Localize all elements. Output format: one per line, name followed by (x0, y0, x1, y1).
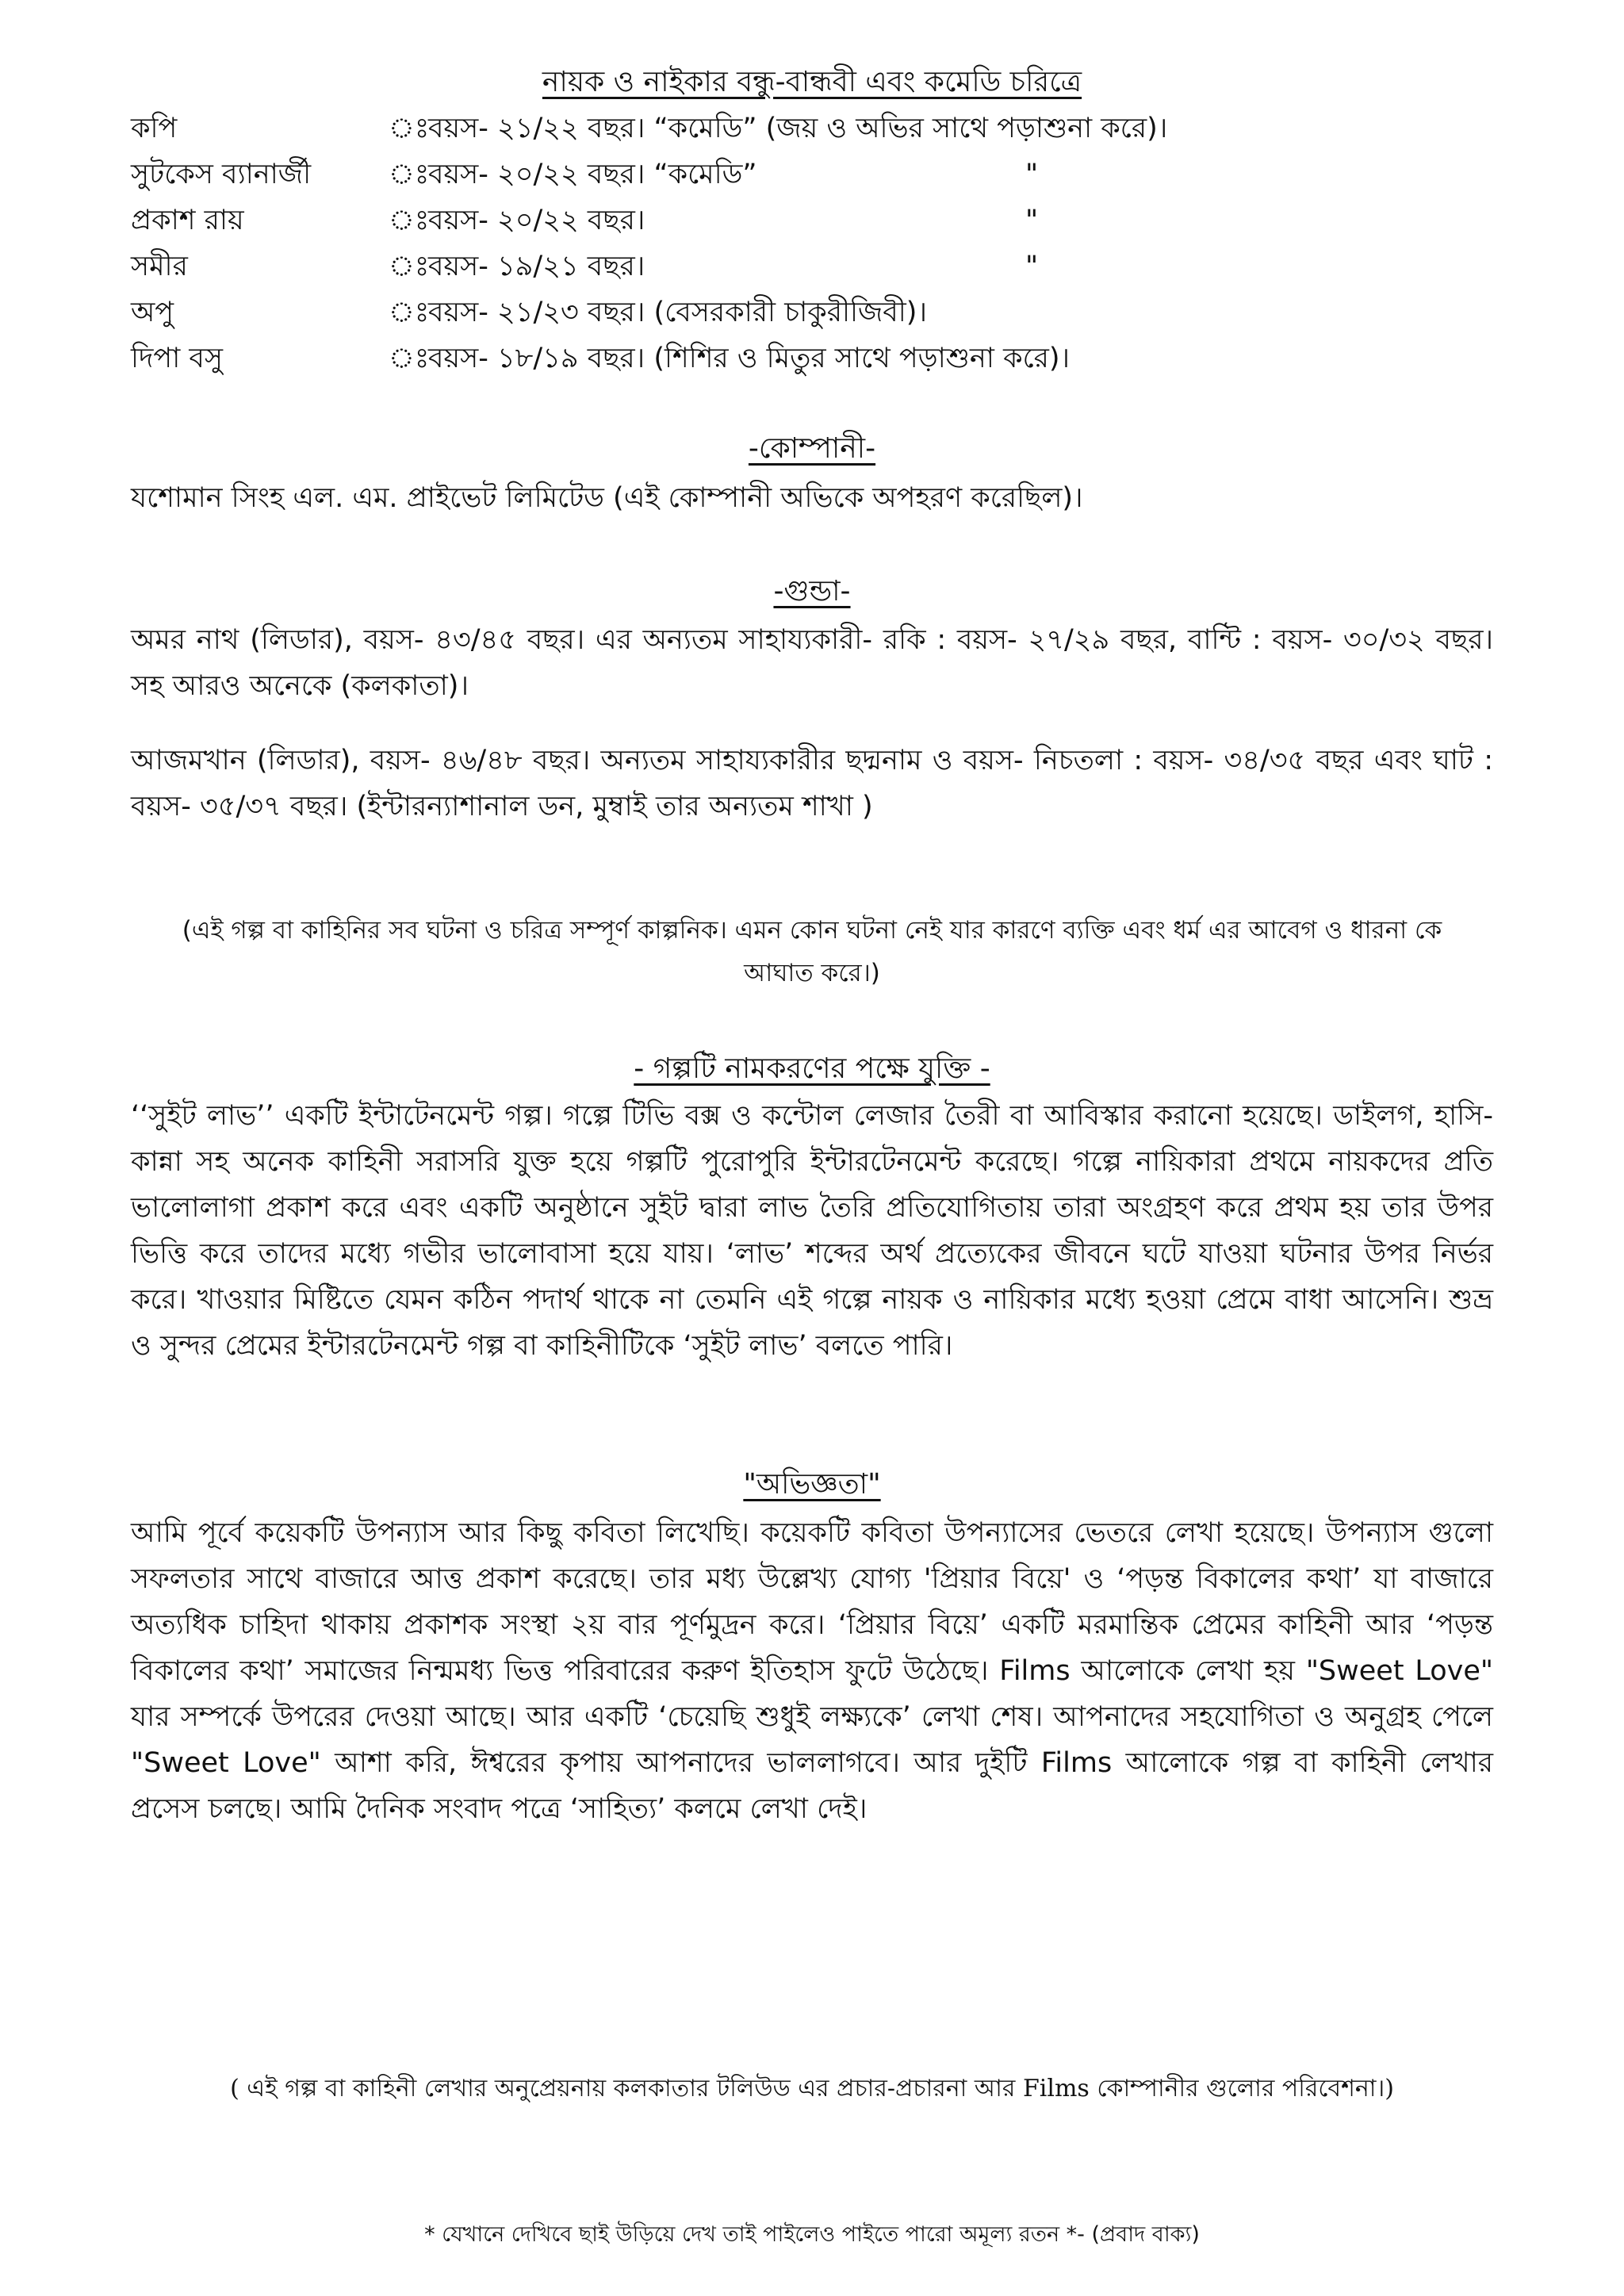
title-reason-paragraph: ‘‘সুইট লাভ’’ একটি ইন্টাটেনমেন্ট গল্প। গল্পে টিভি বক্স ও কন্টোল লেজার তৈরী বা আবিস্কার করানো হয়েছে। ডাইলগ, হাসি-কান্না সহ অনেক কাহিনী সরাসরি যুক্ত হয়ে গল্পটি পুরোপুরি ইন্টারটেনমেন্ট করেছে। গল্পে নায়িকারা প্রথমে নায়কদের প্রতি ভালোলাগা প্রকাশ করে এবং একটি অনুষ্ঠানে সুইট দ্বারা লাভ তৈরি প্রতিযোগিতায় তারা অংগ্রহণ করে প্রথম হয় তার উপর ভিত্তি করে তাদের মধ্যে গভীর ভালোবাসা হয়ে যায়। ‘লাভ’ শব্দের অর্থ প্রত্যেকের জীবনে ঘটে যাওয়া ঘটনার উপর নির্ভর করে। খাওয়ার মিষ্টিতে যেমন কঠিন পদার্থ থাকে না তেমনি এই গল্পে নায়ক ও নায়িকার মধ্যে হওয়া প্রেমে বাধা আসেনি। শুভ্র ও সুন্দর প্রেমের ইন্টারটেনমেন্ট গল্প বা কাহিনীটিকে ‘সুইট লাভ’ বলতে পারি। (131, 1100, 1493, 1362)
character-name: কপি (131, 113, 178, 144)
character-name: দিপা বসু (131, 343, 224, 374)
ditto-mark: " (1025, 251, 1039, 282)
character-name: অপু (131, 297, 174, 328)
proverb-line (0, 2219, 1624, 2251)
goons-heading (0, 569, 1624, 614)
company-heading-text: -কোম্পানী- (748, 432, 876, 465)
character-detail: বয়স- ২১/২৩ বছর। (বেসরকারী চাকুরীজিবী)। (428, 297, 927, 328)
proverb-text: * যেখানে দেখিবে ছাই উড়িয়ে দেখ তাই পাইলেও পাইতে পারো অমূল্য রতন *- (প্রবাদ বাক্য) (424, 2222, 1200, 2247)
ditto-mark: " (1025, 159, 1039, 190)
experience-paragraph: আমি পূর্বে কয়েকটি উপন্যাস আর কিছু কবিতা লিখেছি। কয়েকটি কবিতা উপন্যাসের ভেতরে লেখা হয়েছে। উপন্যাস গুলো সফলতার সাথে বাজারে আত্ত প্রকাশ করেছে। তার মধ্য উল্লেখ্য যোগ্য 'প্রিয়ার বিয়ে' ও ‘পড়ন্ত বিকালের কথা’ যা বাজারে অত্যধিক চাহিদা থাকায় প্রকাশক সংস্থা ২য় বার পূর্ণমুদ্রন করে। ‘প্রিয়ার বিয়ে’ একটি মরমান্তিক প্রেমের কাহিনী আর ‘পড়ন্ত বিকালের কথা’ সমাজের নিন্মমধ্য ভিত্ত পরিবারের করুণ ইতিহাস ফুটে উঠেছে। Films আলোকে লেখা হয় "Sweet Love" যার সম্পর্কে উপরের দেওয়া আছে। আর একটি ‘চেয়েছি শুধুই লক্ষ্যকে’ লেখা শেষ। আপনাদের সহযোগিতা ও অনুগ্রহ পেলে "Sweet Love" আশা করি, ঈশ্বরের কৃপায় আপনাদের ভাললাগবে। আর দুইটি Films আলোকে গল্প বা কাহিনী লেখার প্রসেস চলছে। আমি দৈনিক সংবাদ পত্রে ‘সাহিত্য’ কলমে লেখা দেই। (131, 1517, 1493, 1825)
character-detail: বয়স- ২১/২২ বছর। “কমেডি” (জয় ও অভির সাথে পড়াশুনা করে)। (428, 113, 1168, 144)
character-colon: ঃ (389, 343, 430, 374)
company-text: যশোমান সিংহ এল. এম. প্রাইভেট লিমিটেড (এই কোম্পানী অভিকে অপহরণ করেছিল)। (131, 482, 1083, 514)
friends-heading (0, 60, 1624, 105)
character-row (131, 290, 1479, 335)
character-row (131, 152, 1479, 197)
character-row (131, 198, 1479, 243)
experience-heading (0, 1462, 1624, 1507)
experience-heading-text: "অভিজ্ঞতা" (743, 1468, 881, 1501)
goon-paragraph: অমর নাথ (লিডার), বয়স- ৪৩/৪৫ বছর। এর অন্যতম সাহায্যকারী- রকি : বয়স- ২৭/২৯ বছর, বান্টি : বয়স- ৩০/৩২ বছর। সহ আরও অনেকে (কলকাতা)। (131, 624, 1493, 702)
character-detail: বয়স- ২০/২২ বছর। “কমেডি” (428, 159, 757, 190)
character-row (131, 336, 1479, 381)
character-name: সমীর (131, 251, 188, 282)
character-colon: ঃ (389, 251, 430, 282)
character-row (131, 106, 1479, 151)
character-name: সুটকেস ব্যানার্জী (131, 159, 312, 190)
character-colon: ঃ (389, 205, 430, 236)
character-colon: ঃ (389, 297, 430, 328)
title-reason-heading (0, 1047, 1624, 1091)
ditto-mark: " (1025, 205, 1039, 236)
character-name: প্রকাশ রায় (131, 205, 244, 236)
goon-paragraph: আজমখান (লিডার), বয়স- ৪৬/৪৮ বছর। অন্যতম সাহায্যকারীর ছদ্মনাম ও বয়স- নিচতলা : বয়স- ৩৪/৩৫ বছর এবং ঘাট : বয়স- ৩৫/৩৭ বছর। (ইন্টারন্যাশানাল ডন, মুম্বাই তার অন্যতম শাখা ) (131, 745, 1493, 822)
disclaimer-note: (এই গল্প বা কাহিনির সব ঘটনা ও চরিত্র সম্পূর্ণ কাল্পনিক। এমন কোন ঘটনা নেই যার কারণে ব্যক্তি এবং ধর্ম এর আবেগ ও ধারনা কে আঘাত করে।) (182, 916, 1442, 987)
character-detail: বয়স- ২০/২২ বছর। (428, 205, 645, 236)
footer-note-text: ( এই গল্প বা কাহিনী লেখার অনুপ্রেয়নায় কলকাতার টলিউড এর প্রচার-প্রচারনা আর Films কোম্পানীর গুলোর পরিবেশনা।) (230, 2075, 1394, 2102)
friends-heading-text: নায়ক ও নাইকার বন্ধু-বান্ধবী এবং কমেডি চরিত্রে (542, 66, 1082, 98)
goons-heading-text: -গুন্ডা- (773, 575, 851, 608)
character-detail: বয়স- ১৯/২১ বছর। (428, 251, 645, 282)
character-colon: ঃ (389, 159, 430, 190)
title-reason-heading-text: - গল্পটি নামকরণের পক্ষে যুক্তি - (634, 1052, 990, 1085)
character-detail: বয়স- ১৮/১৯ বছর। (শিশির ও মিতুর সাথে পড়াশুনা করে)। (428, 343, 1071, 374)
company-heading (0, 427, 1624, 471)
character-colon: ঃ (389, 113, 430, 144)
footer-note (0, 2072, 1624, 2106)
character-row (131, 244, 1479, 289)
